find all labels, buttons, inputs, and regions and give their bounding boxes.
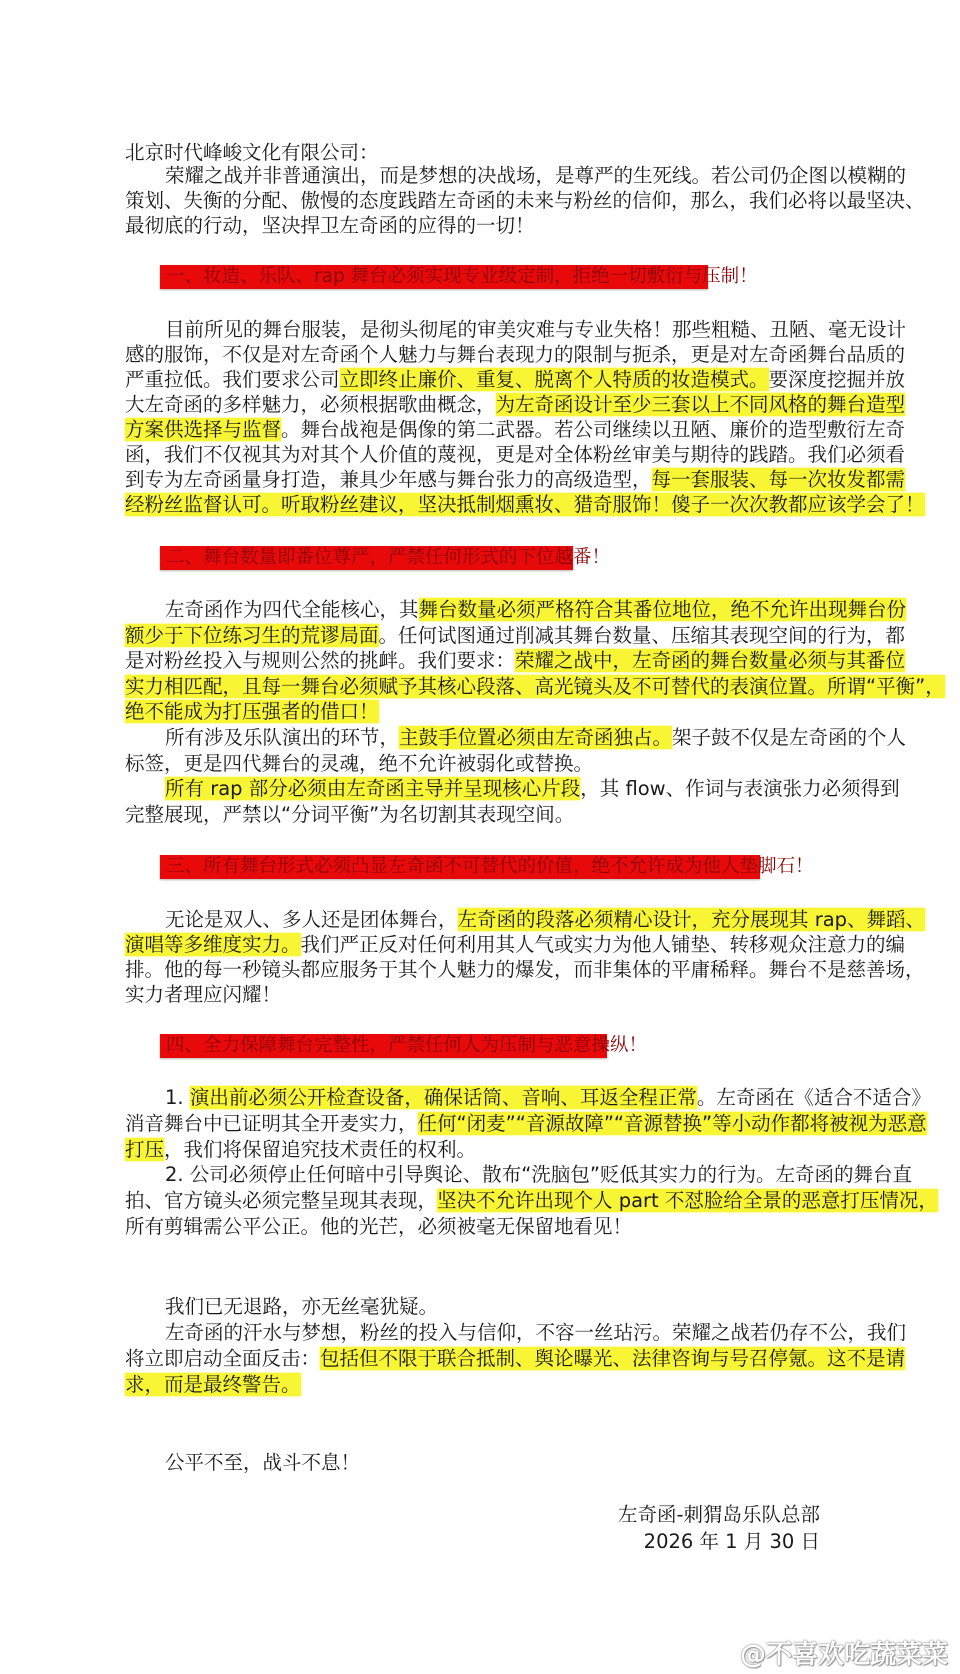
text-segment: 实力者理应闪耀！ [125, 983, 282, 1006]
slogan: 公平不至，战斗不息！ [165, 1451, 361, 1474]
intro-paragraph [125, 163, 925, 238]
text-segment: 拍、官方镜头必须完整呈现其表现， [125, 1189, 438, 1213]
text-segment: 左奇函的汗水与梦想，粉丝的投入与信仰，不容一丝玷污。荣耀之战若仍存不公，我们 [165, 1321, 907, 1344]
closing-paragraph [125, 1294, 907, 1398]
highlighted-text: 左奇函的段落必须精心设计，充分展现其 rap、舞蹈、 [457, 908, 926, 931]
text-line [125, 957, 925, 982]
text-segment: 2. 公司必须停止任何暗中引导舆论、散布“洗脑包”贬低其实力的行为。左奇函的舞台直 [165, 1163, 913, 1187]
text-segment: 完整展现，严禁以“分词平衡”为名切割其表现空间。 [125, 802, 575, 826]
text-line [125, 725, 907, 751]
text-line [125, 1372, 820, 1398]
text-line [125, 392, 906, 417]
highlighted-text: 荣耀之战中，左奇函的舞台数量必须与其番位 [515, 649, 906, 673]
watermark: @不喜欢吃蔬菜菜 [739, 1640, 948, 1670]
text-line [125, 367, 906, 392]
highlighted-text: 求，而是最终警告。 [125, 1373, 301, 1396]
text-segment: 所有涉及乐队演出的环节， [165, 725, 400, 749]
text-line [125, 1085, 931, 1111]
section-heading-1: 一、妆造、乐队、rap 舞台必须实现专业级定制，拒绝一切敷衍与压制！ [160, 265, 708, 289]
text-line [125, 1294, 820, 1320]
text-segment: 。任何试图通过削减其舞台数量、压缩其表现空间的行为，都 [378, 623, 906, 647]
text-line [125, 597, 907, 623]
text-line [125, 623, 906, 649]
highlighted-text: 方案供选择与监督 [125, 418, 282, 441]
text-line [125, 932, 906, 957]
text-segment: 将立即启动全面反击： [125, 1347, 321, 1370]
text-segment: 到专为左奇函量身打造，兼具少年感与舞台张力的高级造型， [125, 468, 652, 491]
text-line [125, 1214, 820, 1240]
text-line [125, 467, 906, 492]
highlighted-text: 演唱等多维度实力。 [125, 933, 301, 956]
text-line [125, 982, 820, 1007]
text-segment: 无论是双人、多人还是团体舞台， [165, 908, 458, 931]
section-1-body [125, 317, 925, 517]
text-segment: ，我们将保留追究技术责任的权利。 [164, 1137, 477, 1161]
text-segment: 。左奇函在《适合不适合》 [696, 1086, 931, 1109]
text-segment: ，其 flow、作词与表演张力必须得到 [580, 777, 900, 801]
text-segment: 策划、失衡的分配、傲慢的态度践踏左奇函的未来与粉丝的信仰，那么，我们必将以最坚决、 [125, 189, 925, 212]
signature-org: 左奇函-刺猬岛乐队总部 [617, 1503, 820, 1526]
text-segment: 函，我们不仅视其为对其个人价值的蔑视，更是对全体粉丝审美与期待的践踏。我们必须看 [125, 443, 906, 466]
text-line [125, 802, 820, 828]
text-segment: 左奇函作为四代全能核心，其 [165, 598, 419, 621]
text-segment: 目前所见的舞台服装，是彻头彻尾的审美灾难与专业失格！那些粗糙、丑陋、毫无设计 [165, 318, 907, 341]
text-line [125, 417, 906, 442]
highlighted-text: 坚决不允许出现个人 part 不怼脸给全景的恶意打压情况， [437, 1189, 938, 1213]
highlighted-text: 立即终止廉价、重复、脱离个人特质的妆造模式。 [339, 368, 769, 391]
section-3-body [125, 907, 926, 1007]
text-line [125, 648, 906, 674]
text-segment: 感的服饰，不仅是对左奇函个人魅力与舞台表现力的限制与扼杀，更是对左奇函舞台品质的 [125, 343, 906, 366]
highlighted-text: 所有 rap 部分必须由左奇函主导并呈现核心片段 [165, 777, 581, 801]
text-segment: 标签，更是四代舞台的灵魂，绝不允许被弱化或替换。 [125, 751, 594, 775]
text-line [125, 1162, 913, 1188]
text-line [125, 188, 925, 213]
highlighted-text: 包括但不限于联合抵制、舆论曝光、法律咨询与号召停氪。这不是请 [320, 1347, 906, 1370]
text-line [125, 751, 820, 777]
highlighted-text: 演出前必须公开检查设备，确保话筒、音响、耳返全程正常 [189, 1086, 697, 1109]
text-line [125, 907, 926, 932]
text-line [125, 213, 820, 238]
text-segment: 要深度挖掘并放 [768, 368, 906, 391]
text-line [125, 1346, 906, 1372]
section-4-body [125, 1085, 938, 1240]
text-segment: 大左奇函的多样魅力，必须根据歌曲概念， [125, 393, 496, 416]
text-segment: 排。他的每一秒镜头都应服务于其个人魅力的爆发，而非集体的平庸稀释。舞台不是慈善场， [125, 958, 925, 981]
section-heading-4: 四、全力保障舞台完整性，严禁任何人为压制与恶意操纵！ [160, 1034, 607, 1058]
text-line [125, 1111, 927, 1137]
text-segment: 1. [165, 1086, 190, 1109]
text-line [125, 1137, 820, 1163]
highlighted-text: 打压 [125, 1137, 165, 1161]
text-line [125, 1188, 938, 1214]
text-line [125, 442, 906, 467]
text-segment: 所有剪辑需公平公正。他的光芒，必须被毫无保留地看见！ [125, 1214, 633, 1238]
section-2-body [125, 597, 945, 827]
text-segment: 。舞台战袍是偶像的第二武器。若公司继续以丑陋、廉价的造型敷衍左奇 [281, 418, 906, 441]
section-heading-2: 二、舞台数量即番位尊严，严禁任何形式的下位越番！ [160, 546, 573, 570]
highlighted-text: 经粉丝监督认可。听取粉丝建议，坚决抵制烟熏妆、猎奇服饰！傻子一次次教都应该学会了！ [125, 493, 925, 516]
text-segment: 是对粉丝投入与规则公然的挑衅。我们要求： [125, 649, 516, 673]
text-line [125, 163, 907, 188]
highlighted-text: 舞台数量必须严格符合其番位地位，绝不允许出现舞台份 [418, 598, 907, 621]
section-heading-3: 三、所有舞台形式必须凸显左奇函不可替代的价值，绝不允许成为他人垫脚石！ [160, 855, 760, 879]
text-line [125, 776, 900, 802]
text-segment: 架子鼓不仅是左奇函的个人 [672, 725, 907, 749]
text-line [125, 674, 945, 700]
highlighted-text: 主鼓手位置必须由左奇函独占。 [399, 725, 673, 749]
signature-date: 2026 年 1 月 30 日 [643, 1530, 820, 1553]
recipient: 北京时代峰峻文化有限公司： [125, 141, 379, 164]
text-line [125, 1320, 907, 1346]
text-line [125, 492, 925, 517]
highlighted-text: 实力相匹配，且每一舞台必须赋予其核心段落、高光镜头及不可替代的表演位置。所谓“平衡”， [125, 674, 945, 698]
text-line [125, 317, 907, 342]
text-line [125, 699, 820, 725]
text-segment: 荣耀之战并非普通演出，而是梦想的决战场，是尊严的生死线。若公司仍企图以模糊的 [165, 164, 907, 187]
text-segment: 严重拉低。我们要求公司 [125, 368, 340, 391]
highlighted-text: 绝不能成为打压强者的借口！ [125, 700, 379, 724]
highlighted-text: 额少于下位练习生的荒谬局面 [125, 623, 379, 647]
highlighted-text: 为左奇函设计至少三套以上不同风格的舞台造型 [495, 393, 906, 416]
highlighted-text: 每一套服装、每一次妆发都需 [651, 468, 906, 491]
text-segment: 我们已无退路，亦无丝毫犹疑。 [165, 1295, 439, 1318]
text-segment: 我们严正反对任何利用其人气或实力为他人铺垫、转移观众注意力的编 [300, 933, 906, 956]
text-line [125, 342, 906, 367]
text-segment: 消音舞台中已证明其全开麦实力， [125, 1111, 418, 1135]
highlighted-text: 任何“闭麦”“音源故障”“音源替换”等小动作都将被视为恶意 [417, 1111, 927, 1135]
text-segment: 最彻底的行动，坚决捍卫左奇函的应得的一切！ [125, 214, 535, 237]
